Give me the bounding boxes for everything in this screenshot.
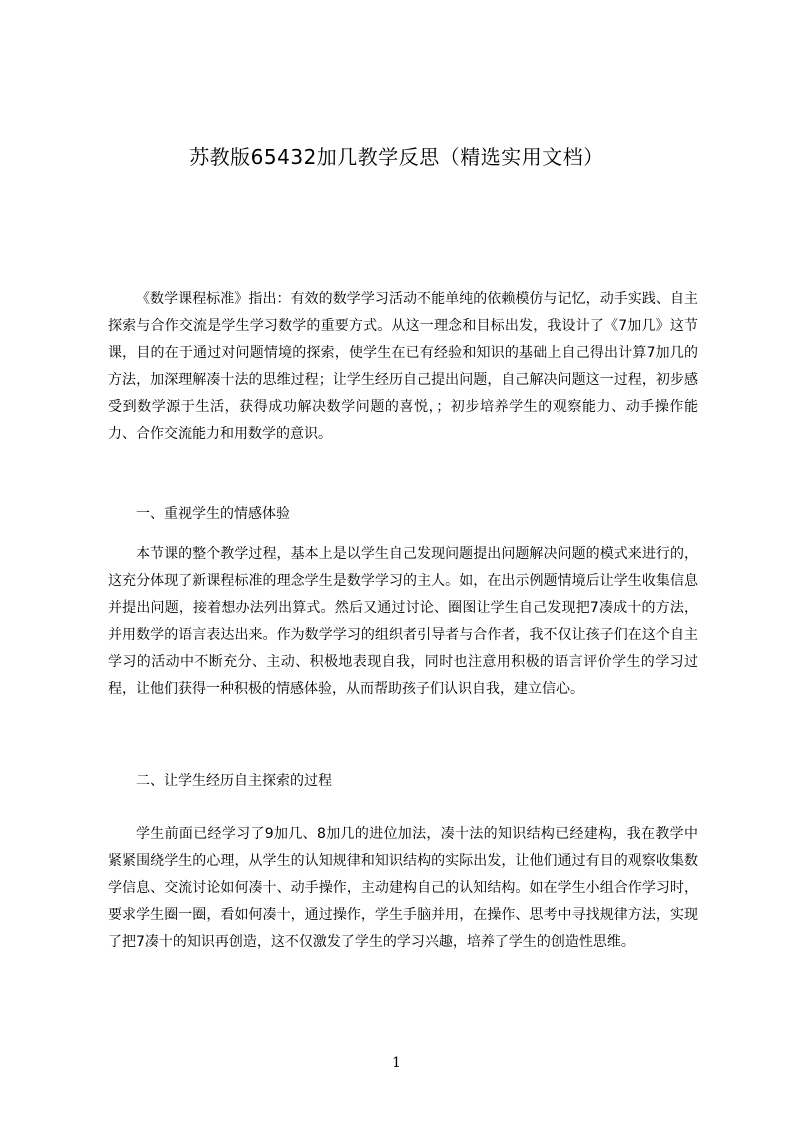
intro-paragraph: 《数学课程标准》指出：有效的数学学习活动不能单纯的依赖模仿与记忆，动手实践、自主探索与合作交流是学生学习数学的重要方式。从这一理念和目标出发，我设计了《7加几》这节课，目的在于通过对问题情境的探索，使学生在已有经验和知识的基础上自己得出计算7加几的方法，加深理解凑十法的思维过程；让学生经历自己提出问题，自己解决问题这一过程，初步感受到数学源于生活，获得成功解决数学问题的喜悦，；初步培养学生的观察能力、动手操作能力、合作交流能力和用数学的意识。 [108,291,698,442]
document-title: 苏教版65432加几教学反思（精选实用文档） [189,145,604,169]
page-number: 1 [392,1055,401,1071]
section-heading-emotional-experience: 一、重视学生的情感体验 [136,506,290,522]
section-heading-autonomous-exploration: 二、让学生经历自主探索的过程 [136,773,332,789]
section-paragraph-emotional-experience: 本节课的整个教学过程，基本上是以学生自己发现问题提出问题解决问题的模式来进行的，这充分体现了新课程标准的理念学生是数学学习的主人。如，在出示例题情境后让学生收集信息并提出问题，接着想办法列出算式。然后又通过讨论、圈图让学生自己发现把7凑成十的方法，并用数学的语言表达出来。作为数学学习的组织者引导者与合作者，我不仅让孩子们在这个自主学习的活动中不断充分、主动、积极地表现自我，同时也注意用积极的语言评价学生的学习过程，让他们获得一种积极的情感体验，从而帮助孩子们认识自我，建立信心。 [108,546,698,697]
section-paragraph-autonomous-exploration: 学生前面已经学习了9加几、8加几的进位加法，凑十法的知识结构已经建构，我在教学中紧紧围绕学生的心理，从学生的认知规律和知识结构的实际出发，让他们通过有目的观察收集数学信息、交流讨论如何凑十、动手操作，主动建构自己的认知结构。如在学生小组合作学习时，要求学生圈一圈，看如何凑十，通过操作，学生手脑并用，在操作、思考中寻找规律方法，实现了把7凑十的知识再创造，这不仅激发了学生的学习兴趣，培养了学生的创造性思维。 [108,826,698,950]
